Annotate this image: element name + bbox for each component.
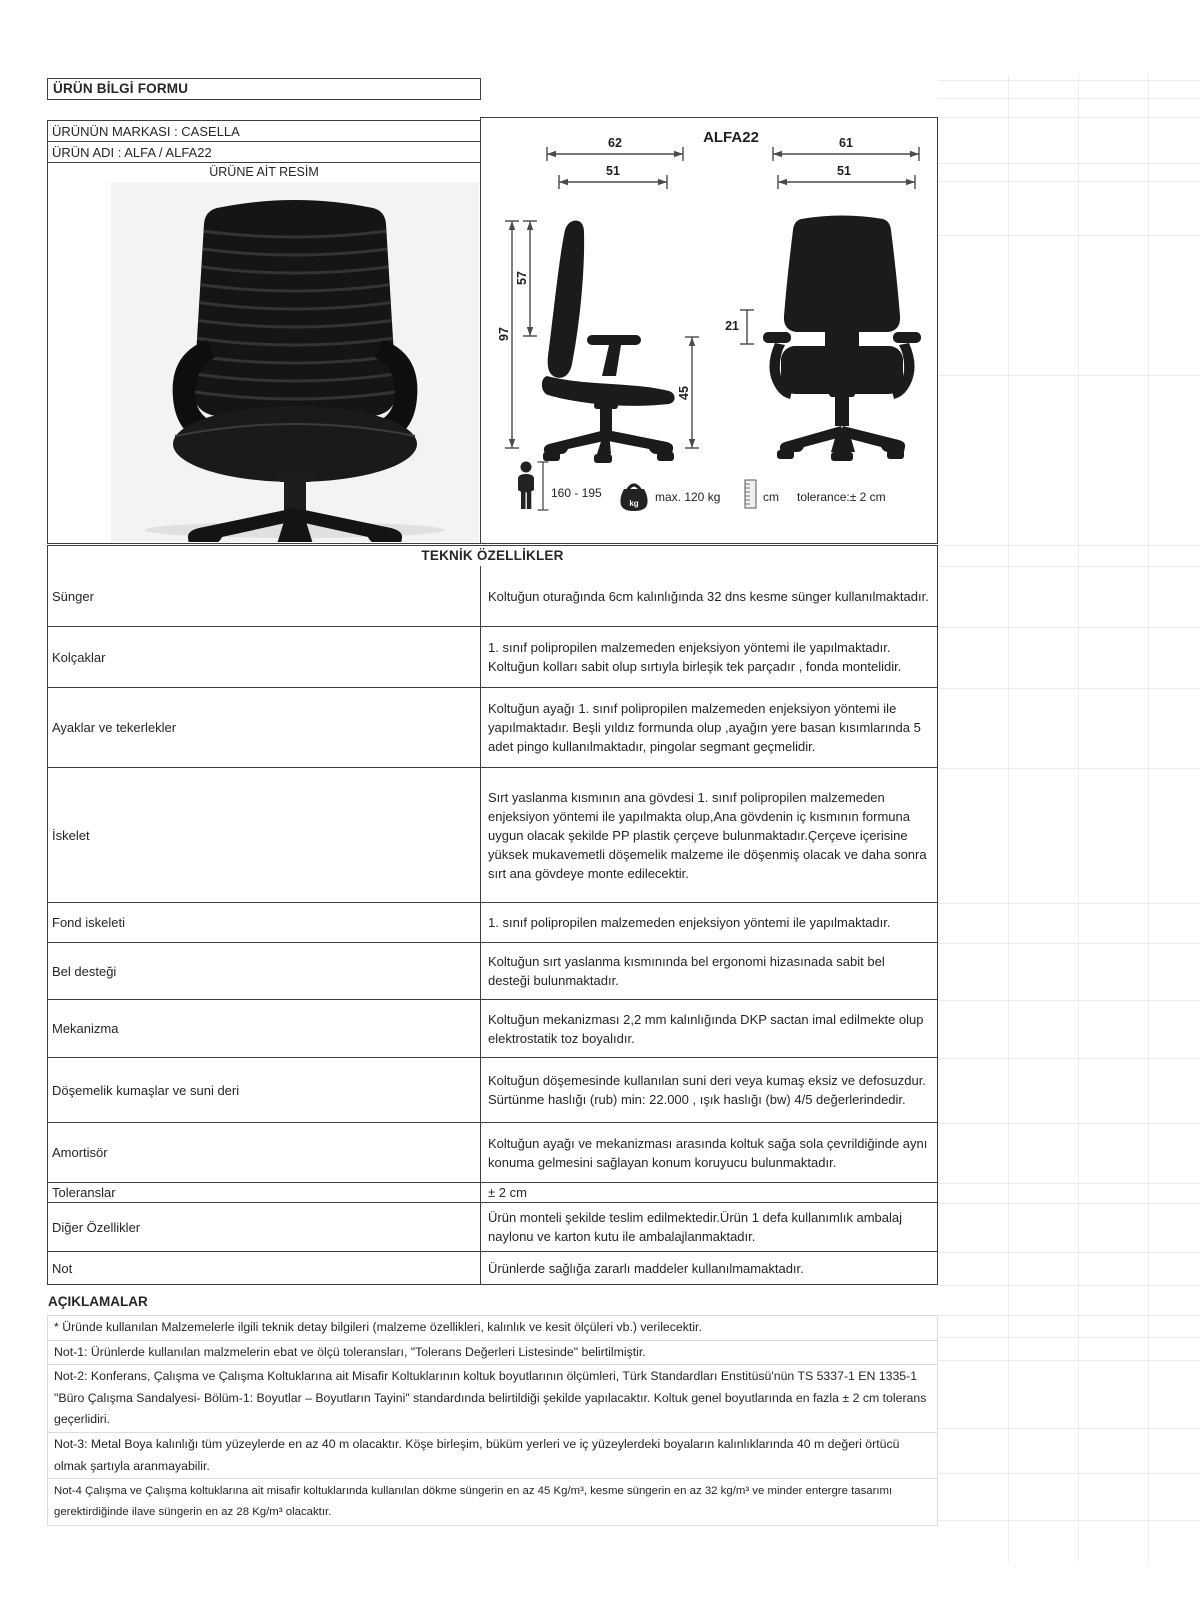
dim-side-inner-label: 51 xyxy=(606,164,620,178)
table-row xyxy=(48,1203,937,1252)
drawing-model-label: ALFA22 xyxy=(703,129,759,146)
user-height-range: 160 - 195 xyxy=(551,486,602,500)
spec-label: Mekanizma xyxy=(48,1000,481,1057)
dim-front-outer-label: 61 xyxy=(839,136,853,150)
table-row xyxy=(48,768,937,903)
unit-label: cm xyxy=(763,490,779,504)
spec-label: Bel desteği xyxy=(48,943,481,999)
spec-table-header: TEKNİK ÖZELLİKLER xyxy=(47,545,938,567)
table-row xyxy=(48,943,937,1000)
dim-total-height-label: 97 xyxy=(497,327,511,341)
spec-label: Kolçaklar xyxy=(48,627,481,687)
note-item: Not-2: Konferans, Çalışma ve Çalışma Koltuklarına ait Misafir Koltuklarının koltuk boyutlarının ölçümleri, Türk Standardları Enstitüsü'nün TS 5337-1 EN 1335-1 "Büro Çalışma Sandalyesi- Bölüm-1: Boyutlar – Boyutların Tayini" standardında belirtildiği şekilde yapılacaktır. Koltuk genel boyutlarında en fazla ± 2 cm tolerans geçerlidiri. xyxy=(48,1365,937,1433)
spec-label: Döşemelik kumaşlar ve suni deri xyxy=(48,1058,481,1122)
product-photo xyxy=(111,182,479,542)
spec-table xyxy=(47,566,938,1285)
spec-desc: Koltuğun döşemesinde kullanılan suni deri veya kumaş eksiz ve defosuzdur. Sürtünme haslığı (rub) min: 22.000 , ışık haslığı (bw) 4/5 değerlerindedir. xyxy=(488,1073,926,1107)
table-row xyxy=(48,903,937,943)
spec-label: Fond iskeleti xyxy=(48,903,481,942)
dim-back-height-label: 57 xyxy=(515,271,529,285)
table-row xyxy=(48,627,937,688)
spec-desc: 1. sınıf polipropilen malzemeden enjeksiyon yöntemi ile yapılmaktadır. Koltuğun kolları sabit olup sırtıyla birleşik tek parçadır , fonda montelidir. xyxy=(488,640,902,674)
spec-desc: Koltuğun sırt yaslanma kısmınında bel ergonomi hizasınada sabit bel desteği bulunmaktadır. xyxy=(488,954,885,988)
person-icon xyxy=(518,462,534,510)
table-row xyxy=(48,1123,937,1183)
spec-desc: Koltuğun ayağı ve mekanizması arasında koltuk sağa sola çevrildiğinde aynı konuma gelmesini sağlayan konum koruyucu bulunmaktadır. xyxy=(488,1135,928,1170)
note-item: Not-4 Çalışma ve Çalışma koltuklarına ait misafir koltuklarında kullanılan dökme süngerin en az 45 Kg/m³, kesme süngerin en az 32 kg/m³ ve minder entergre tasarımı gerektirdiğinde ilave süngerin en az 28 Kg/m³ olacaktır. xyxy=(48,1479,937,1526)
brand-row: ÜRÜNÜN MARKASI : CASELLA xyxy=(48,121,480,142)
spec-label: Amortisör xyxy=(48,1123,481,1182)
notes-list xyxy=(47,1315,938,1526)
spec-label: Sünger xyxy=(48,566,481,626)
table-row xyxy=(48,1058,937,1123)
chair-photo-illustration xyxy=(111,182,479,542)
table-row xyxy=(48,1252,937,1284)
spec-desc: Koltuğun oturağında 6cm kalınlığında 32 dns kesme sünger kullanılmaktadır. xyxy=(488,588,929,604)
table-row xyxy=(48,688,937,768)
note-item: Not-3: Metal Boya kalınlığı tüm yüzeylerde en az 40 m olacaktır. Köşe birleşim, büküm yerleri ve iç yüzeylerdeki boyaların kalınlıklarında 40 m değeri örtücü olmak şartıyla aranmayabilir. xyxy=(48,1433,937,1479)
dim-seat-height-label: 45 xyxy=(677,386,691,400)
spec-desc: Sırt yaslanma kısmının ana gövdesi 1. sınıf polipropilen malzemeden enjeksiyon yöntemi ile yapılmakta olup,Ana gövdenin iç kısmının formuna uygun olacak şekilde PP plastik çerçeve bulunmaktadır.Çerçeve içerisine yüksek mukavemetli döşemelik malzeme ile döşenmiş olacak ve daha sonra sırt ana gövdeye monte edilecektir. xyxy=(488,789,927,881)
dim-side-outer-label: 62 xyxy=(608,136,622,150)
spec-desc: Ürün monteli şekilde teslim edilmektedir.Ürün 1 defa kullanımlık ambalaj naylonu ve karton kutu ile ambalajlanmaktadır. xyxy=(488,1210,903,1244)
legend-row xyxy=(518,462,886,512)
dim-front-inner-label: 51 xyxy=(837,164,851,178)
side-view-chair xyxy=(542,221,675,463)
spec-desc: Koltuğun ayağı 1. sınıf polipropilen malzemeden enjeksiyon yöntemi ile yapılmaktadır. Beşli yıldız formunda olup ,ayağın yere basan kısımlarında 5 adet pingo kullanılmaktadır, pingolar segmant geçmelidir. xyxy=(488,701,921,754)
spec-label: Toleranslar xyxy=(48,1183,481,1202)
max-weight-label: max. 120 kg xyxy=(655,490,721,504)
spec-label: Diğer Özellikler xyxy=(48,1203,481,1251)
table-row xyxy=(48,566,937,627)
spec-label: İskelet xyxy=(48,768,481,902)
page-title: ÜRÜN BİLGİ FORMU xyxy=(47,78,481,100)
product-info-box xyxy=(47,120,481,544)
spec-label: Not xyxy=(48,1252,481,1284)
image-caption: ÜRÜNE AİT RESİM xyxy=(209,165,319,179)
product-name-row: ÜRÜN ADI : ALFA / ALFA22 xyxy=(48,142,480,163)
spec-desc: ± 2 cm xyxy=(488,1185,527,1200)
kg-icon-label: kg xyxy=(629,499,639,508)
table-row xyxy=(48,1000,937,1058)
ruler-icon xyxy=(745,480,756,508)
spec-desc: 1. sınıf polipropilen malzemeden enjeksiyon yöntemi ile yapılmaktadır. xyxy=(488,915,891,930)
dim-armrest-height-label: 21 xyxy=(725,319,739,333)
dimension-drawing xyxy=(481,118,937,543)
spec-label: Ayaklar ve tekerlekler xyxy=(48,688,481,767)
spec-desc: Ürünlerde sağlığa zararlı maddeler kullanılmamaktadır. xyxy=(488,1260,804,1276)
notes-header: AÇIKLAMALAR xyxy=(48,1294,148,1309)
technical-drawing-box xyxy=(480,117,938,544)
front-view-chair xyxy=(763,216,921,462)
note-item: * Üründe kullanılan Malzemelerle ilgili teknik detay bilgileri (malzeme özellikleri, kalınlık ve kesit ölçüleri vb.) verilecektir. xyxy=(48,1316,937,1341)
spec-desc: Koltuğun mekanizması 2,2 mm kalınlığında DKP sactan imal edilmekte olup elektrostatik toz boyalıdır. xyxy=(488,1011,924,1046)
note-item: Not-1: Ürünlerde kullanılan malzmelerin ebat ve ölçü toleransları, "Tolerans Değerleri Listesinde" belirtilmiştir. xyxy=(48,1341,937,1366)
table-row xyxy=(48,1183,937,1203)
weight-kg-icon xyxy=(620,485,647,511)
tolerance-label: tolerance:± 2 cm xyxy=(797,490,886,504)
